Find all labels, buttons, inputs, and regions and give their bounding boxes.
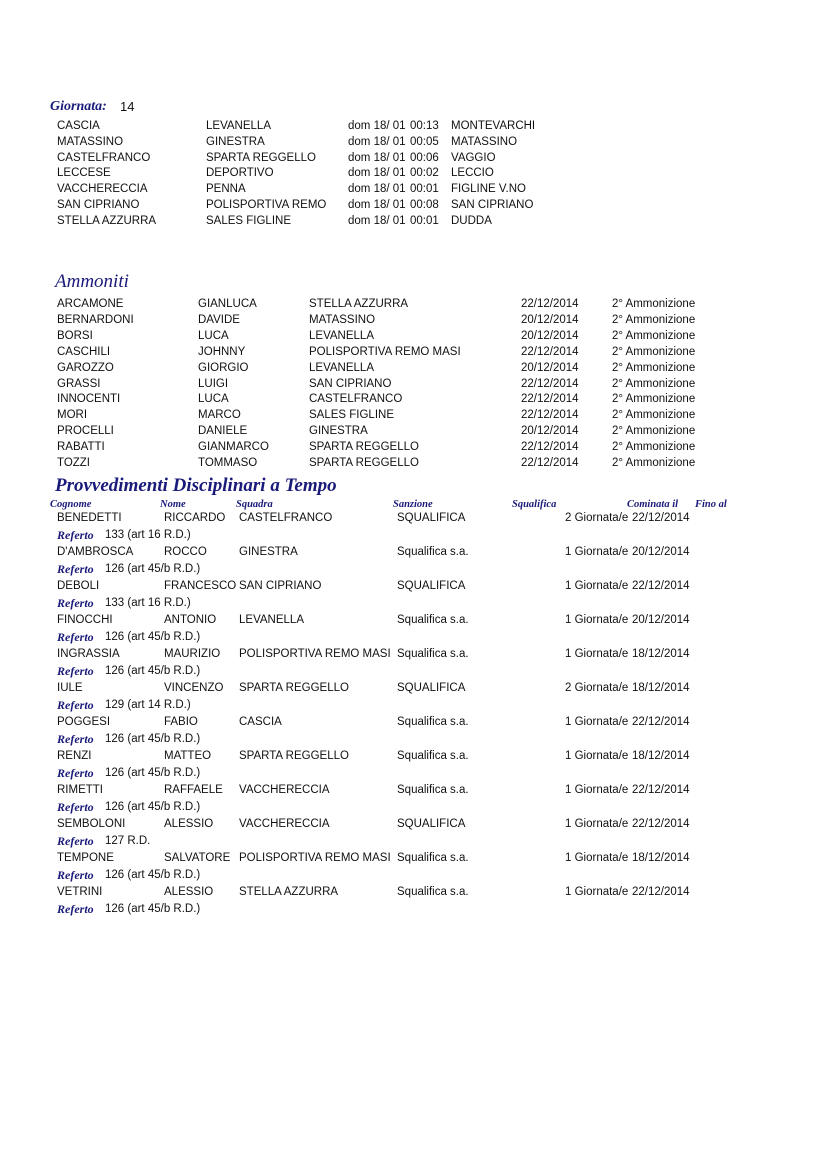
ammonito-note: 2° Ammonizione — [612, 409, 696, 422]
ammonito-date: 22/12/2014 — [521, 377, 579, 390]
referto-value: 126 (art 45/b R.D.) — [105, 869, 201, 881]
ammonito-team: SPARTA REGGELLO — [309, 441, 419, 454]
provv-games: 1 Giornata/e — [565, 614, 629, 626]
ammonito-team: SALES FIGLINE — [309, 409, 395, 422]
provv-games: 2 Giornata/e — [565, 512, 629, 524]
ammonito-date: 22/12/2014 — [521, 345, 579, 358]
referto-label: Referto — [57, 834, 94, 848]
match-away: SALES FIGLINE — [206, 214, 292, 227]
ammonito-name: LUCA — [198, 393, 229, 406]
referto-value: 126 (art 45/b R.D.) — [105, 733, 201, 745]
match-time: 00:05 — [410, 135, 439, 148]
ammonito-date: 22/12/2014 — [521, 298, 579, 310]
referto-label: Referto — [57, 562, 94, 576]
provv-date: 22/12/2014 — [632, 886, 690, 898]
provv-name: ALESSIO — [164, 818, 214, 830]
ammonito-note: 2° Ammonizione — [612, 425, 696, 438]
referto-label: Referto — [57, 596, 94, 610]
provv-name: MATTEO — [164, 750, 212, 762]
provv-surname: RIMETTI — [57, 784, 103, 796]
referto-value: 129 (art 14 R.D.) — [105, 699, 191, 711]
match-home: CASCIA — [57, 120, 100, 132]
ammonito-surname: MORI — [57, 409, 88, 422]
ammonito-surname: TOZZI — [57, 457, 91, 469]
match-location: LECCIO — [451, 167, 494, 180]
provv-team: POLISPORTIVA REMO MASI — [239, 852, 391, 864]
referto-value: 133 (art 16 R.D.) — [105, 529, 191, 541]
provv-date: 22/12/2014 — [632, 512, 690, 524]
provv-date: 22/12/2014 — [632, 784, 690, 796]
provv-date: 22/12/2014 — [632, 580, 690, 592]
match-away: GINESTRA — [206, 135, 265, 148]
provv-games: 1 Giornata/e — [565, 546, 629, 558]
ammonito-team: LEVANELLA — [309, 329, 374, 342]
provv-surname: VETRINI — [57, 886, 103, 898]
giornata-number: 14 — [120, 99, 135, 114]
provv-name: VINCENZO — [164, 682, 224, 694]
ammonito-date: 20/12/2014 — [521, 425, 579, 438]
provv-team: SAN CIPRIANO — [239, 580, 322, 592]
provv-surname: SEMBOLONI — [57, 818, 126, 830]
ammonito-surname: BORSI — [57, 329, 93, 342]
provv-surname: INGRASSIA — [57, 648, 120, 660]
match-time: 00:06 — [410, 151, 439, 164]
match-date: dom 18/ 01 — [348, 183, 406, 196]
match-home: CASTELFRANCO — [57, 151, 151, 164]
provv-name: MAURIZIO — [164, 648, 221, 660]
ammonito-surname: RABATTI — [57, 441, 105, 454]
ammonito-name: LUIGI — [198, 377, 229, 390]
ammonito-name: TOMMASO — [198, 457, 258, 469]
match-time: 00:08 — [410, 199, 439, 211]
provv-team: SPARTA REGGELLO — [239, 682, 349, 694]
match-away: LEVANELLA — [206, 120, 271, 132]
referto-value: 126 (art 45/b R.D.) — [105, 767, 201, 779]
ammonito-surname: ARCAMONE — [57, 298, 124, 310]
referto-value: 127 R.D. — [105, 835, 151, 847]
referto-label: Referto — [57, 800, 94, 814]
header-nome: Nome — [160, 499, 186, 510]
provv-name: ANTONIO — [164, 614, 217, 626]
provv-games: 1 Giornata/e — [565, 648, 629, 660]
header-sanzione: Sanzione — [393, 499, 433, 510]
match-time: 00:02 — [410, 167, 439, 180]
provv-team: STELLA AZZURRA — [239, 886, 339, 898]
provv-sanction: SQUALIFICA — [397, 818, 466, 830]
match-time: 00:13 — [410, 120, 439, 132]
ammonito-team: SPARTA REGGELLO — [309, 457, 419, 469]
provv-games: 1 Giornata/e — [565, 580, 629, 592]
provv-surname: D'AMBROSCA — [57, 546, 134, 558]
provvedimenti-title: Provvedimenti Disciplinari a Tempo — [55, 475, 337, 496]
ammonito-team: STELLA AZZURRA — [309, 298, 409, 310]
ammonito-date: 20/12/2014 — [521, 361, 579, 374]
provv-name: ALESSIO — [164, 886, 214, 898]
provv-sanction: SQUALIFICA — [397, 580, 466, 592]
match-date: dom 18/ 01 — [348, 199, 406, 211]
match-away: POLISPORTIVA REMO — [206, 199, 327, 211]
ammonito-note: 2° Ammonizione — [612, 393, 696, 406]
provv-name: FABIO — [164, 716, 198, 728]
provv-games: 1 Giornata/e — [565, 852, 629, 864]
provv-sanction: Squalifica s.a. — [397, 886, 469, 898]
giornata-label: Giornata: — [50, 99, 107, 114]
provv-sanction: Squalifica s.a. — [397, 648, 469, 660]
provv-games: 1 Giornata/e — [565, 886, 629, 898]
ammonito-surname: INNOCENTI — [57, 393, 121, 406]
provv-name: RICCARDO — [164, 512, 226, 524]
ammonito-note: 2° Ammonizione — [612, 377, 696, 390]
ammonito-date: 22/12/2014 — [521, 409, 579, 422]
provv-date: 20/12/2014 — [632, 614, 690, 626]
provv-games: 1 Giornata/e — [565, 784, 629, 796]
ammonito-date: 20/12/2014 — [521, 313, 579, 326]
ammonito-note: 2° Ammonizione — [612, 441, 696, 454]
referto-value: 126 (art 45/b R.D.) — [105, 801, 201, 813]
provv-surname: RENZI — [57, 750, 92, 762]
match-date: dom 18/ 01 — [348, 214, 406, 227]
provv-games: 2 Giornata/e — [565, 682, 629, 694]
match-away: SPARTA REGGELLO — [206, 151, 316, 164]
match-date: dom 18/ 01 — [348, 167, 406, 180]
provv-team: POLISPORTIVA REMO MASI — [239, 648, 391, 660]
match-location: FIGLINE V.NO — [451, 183, 526, 196]
provv-sanction: SQUALIFICA — [397, 682, 466, 694]
ammonito-name: GIORGIO — [198, 361, 249, 374]
provv-team: CASCIA — [239, 716, 282, 728]
match-home: MATASSINO — [57, 135, 124, 148]
provv-surname: TEMPONE — [57, 852, 114, 864]
header-fino: Fino al — [695, 499, 727, 510]
match-home: VACCHERECCIA — [57, 183, 148, 196]
provv-name: FRANCESCO — [164, 580, 237, 592]
provv-sanction: Squalifica s.a. — [397, 614, 469, 626]
ammonito-note: 2° Ammonizione — [612, 345, 696, 358]
ammonito-name: MARCO — [198, 409, 241, 422]
ammonito-surname: PROCELLI — [57, 425, 114, 438]
ammonito-note: 2° Ammonizione — [612, 298, 696, 310]
provv-sanction: Squalifica s.a. — [397, 784, 469, 796]
provv-date: 18/12/2014 — [632, 682, 690, 694]
ammonito-name: GIANLUCA — [198, 298, 257, 310]
match-home: STELLA AZZURRA — [57, 214, 157, 227]
header-cominata: Cominata il — [627, 499, 679, 510]
referto-label: Referto — [57, 698, 94, 712]
match-away: DEPORTIVO — [206, 167, 274, 180]
provv-name: RAFFAELE — [164, 784, 223, 796]
ammonito-note: 2° Ammonizione — [612, 313, 696, 326]
provv-name: SALVATORE — [164, 852, 231, 864]
ammonito-name: GIANMARCO — [198, 441, 269, 454]
match-location: MONTEVARCHI — [451, 120, 536, 132]
ammonito-note: 2° Ammonizione — [612, 329, 696, 342]
provv-team: SPARTA REGGELLO — [239, 750, 349, 762]
provv-surname: IULE — [57, 682, 83, 694]
match-date: dom 18/ 01 — [348, 135, 406, 148]
ammonito-date: 22/12/2014 — [521, 457, 579, 469]
provv-surname: DEBOLI — [57, 580, 100, 592]
referto-value: 126 (art 45/b R.D.) — [105, 631, 201, 643]
ammoniti-title: Ammoniti — [55, 271, 129, 292]
provv-games: 1 Giornata/e — [565, 818, 629, 830]
match-date: dom 18/ 01 — [348, 151, 406, 164]
ammonito-date: 22/12/2014 — [521, 393, 579, 406]
provv-sanction: SQUALIFICA — [397, 512, 466, 524]
match-away: PENNA — [206, 183, 246, 196]
provv-team: LEVANELLA — [239, 614, 304, 626]
ammonito-team: LEVANELLA — [309, 361, 374, 374]
referto-value: 126 (art 45/b R.D.) — [105, 903, 201, 915]
ammonito-surname: GRASSI — [57, 377, 101, 390]
match-date: dom 18/ 01 — [348, 120, 406, 132]
provv-sanction: Squalifica s.a. — [397, 546, 469, 558]
ammonito-name: DAVIDE — [198, 313, 240, 326]
ammonito-team: MATASSINO — [309, 313, 376, 326]
provv-sanction: Squalifica s.a. — [397, 852, 469, 864]
ammonito-surname: CASCHILI — [57, 345, 111, 358]
provv-date: 18/12/2014 — [632, 750, 690, 762]
match-location: SAN CIPRIANO — [451, 199, 534, 211]
provv-surname: BENEDETTI — [57, 512, 122, 524]
provv-games: 1 Giornata/e — [565, 716, 629, 728]
ammonito-team: GINESTRA — [309, 425, 368, 438]
provv-sanction: Squalifica s.a. — [397, 750, 469, 762]
ammonito-date: 20/12/2014 — [521, 329, 579, 342]
match-location: VAGGIO — [451, 151, 496, 164]
ammonito-team: SAN CIPRIANO — [309, 377, 392, 390]
ammonito-surname: GAROZZO — [57, 361, 114, 374]
ammonito-date: 22/12/2014 — [521, 441, 579, 454]
ammonito-team: POLISPORTIVA REMO MASI — [309, 345, 461, 358]
header-squadra: Squadra — [236, 499, 273, 510]
match-location: DUDDA — [451, 214, 492, 227]
provv-name: ROCCO — [164, 546, 207, 558]
ammonito-name: JOHNNY — [198, 345, 246, 358]
header-squalifica: Squalifica — [512, 499, 557, 510]
provv-games: 1 Giornata/e — [565, 750, 629, 762]
provv-date: 18/12/2014 — [632, 852, 690, 864]
referto-value: 133 (art 16 R.D.) — [105, 597, 191, 609]
provv-date: 18/12/2014 — [632, 648, 690, 660]
match-home: SAN CIPRIANO — [57, 199, 140, 211]
provv-surname: FINOCCHI — [57, 614, 113, 626]
provv-team: VACCHERECCIA — [239, 818, 330, 830]
match-time: 00:01 — [410, 183, 439, 196]
ammonito-name: DANIELE — [198, 425, 248, 438]
ammonito-note: 2° Ammonizione — [612, 457, 696, 469]
match-location: MATASSINO — [451, 135, 518, 148]
provv-team: VACCHERECCIA — [239, 784, 330, 796]
header-cognome: Cognome — [50, 499, 92, 510]
referto-label: Referto — [57, 630, 94, 644]
match-time: 00:01 — [410, 214, 439, 227]
provv-date: 20/12/2014 — [632, 546, 690, 558]
referto-label: Referto — [57, 766, 94, 780]
referto-label: Referto — [57, 528, 94, 542]
referto-value: 126 (art 45/b R.D.) — [105, 665, 201, 677]
ammonito-name: LUCA — [198, 329, 229, 342]
provv-date: 22/12/2014 — [632, 716, 690, 728]
ammonito-surname: BERNARDONI — [57, 313, 134, 326]
referto-label: Referto — [57, 902, 94, 916]
provv-team: GINESTRA — [239, 546, 298, 558]
referto-label: Referto — [57, 664, 94, 678]
referto-label: Referto — [57, 732, 94, 746]
provv-date: 22/12/2014 — [632, 818, 690, 830]
provv-sanction: Squalifica s.a. — [397, 716, 469, 728]
referto-label: Referto — [57, 868, 94, 882]
ammonito-note: 2° Ammonizione — [612, 361, 696, 374]
provv-team: CASTELFRANCO — [239, 512, 333, 524]
provv-surname: POGGESI — [57, 716, 111, 728]
match-home: LECCESE — [57, 167, 111, 180]
referto-value: 126 (art 45/b R.D.) — [105, 563, 201, 575]
ammonito-team: CASTELFRANCO — [309, 393, 403, 406]
